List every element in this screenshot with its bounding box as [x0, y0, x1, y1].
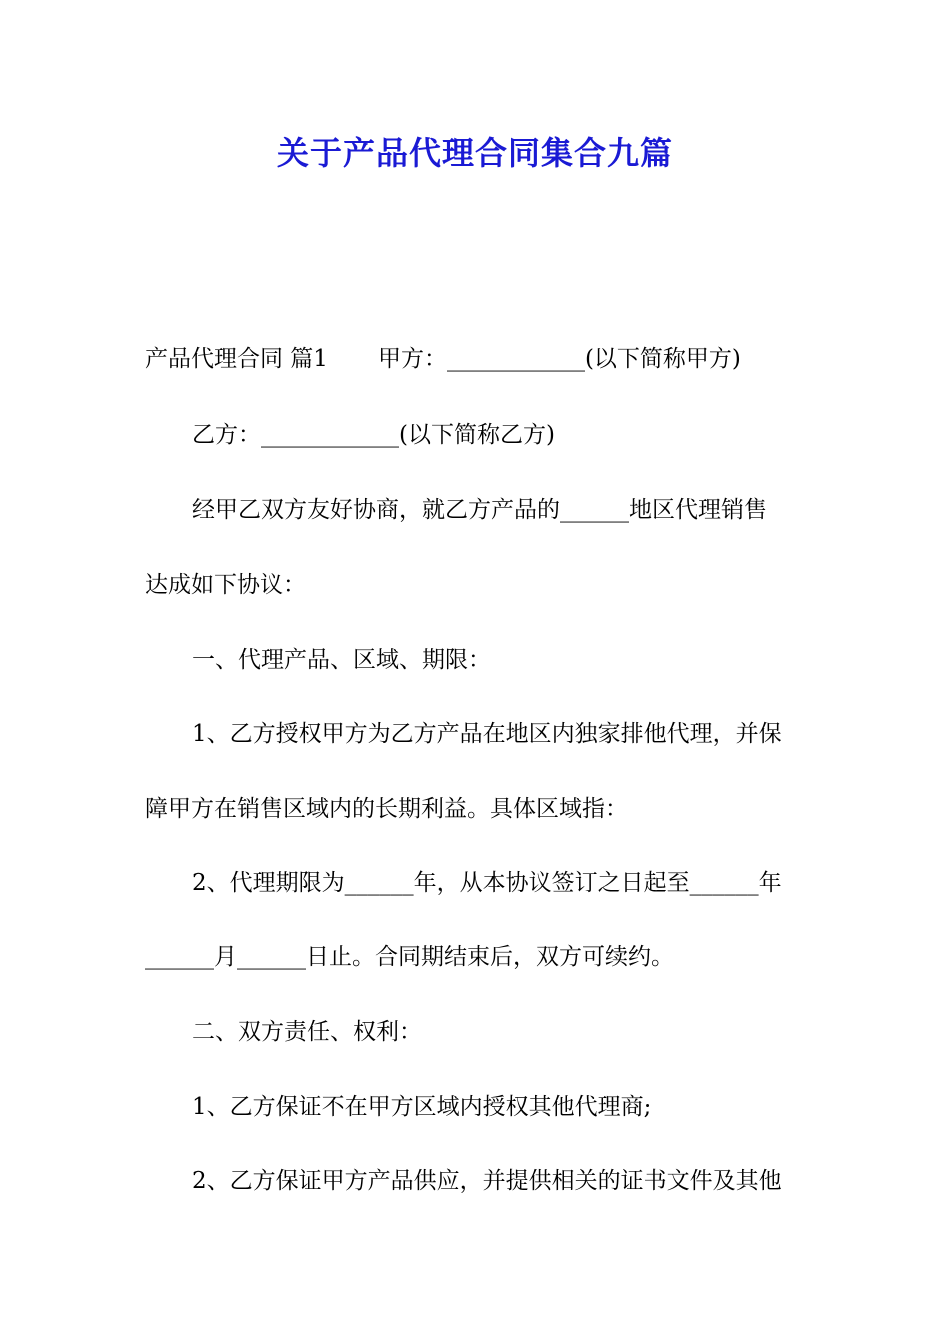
paragraph-line-6: 1、乙方授权甲方为乙方产品在地区内独家排他代理，并保: [192, 721, 782, 747]
paragraph-line-7: 障甲方在销售区域内的长期利益。具体区域指：: [145, 796, 628, 822]
paragraph-line-12: 2、乙方保证甲方产品供应，并提供相关的证书文件及其他: [192, 1168, 782, 1194]
section-heading-1: 一、代理产品、区域、期限：: [192, 647, 491, 673]
paragraph-line-3: 经甲乙双方友好协商，就乙方产品的______地区代理销售: [192, 497, 767, 523]
party-a-field: 甲方：____________(以下简称甲方): [377, 346, 741, 372]
contract-heading: 产品代理合同 篇1: [145, 346, 328, 372]
paragraph-line-8: 2、代理期限为______年，从本协议签订之日起至______年: [192, 870, 782, 896]
party-b-line: 乙方：____________(以下简称乙方): [192, 422, 555, 448]
section-heading-2: 二、双方责任、权利：: [192, 1019, 422, 1045]
paragraph-line-9: ______月______日止。合同期结束后，双方可续约。: [145, 944, 674, 970]
paragraph-line-11: 1、乙方保证不在甲方区域内授权其他代理商;: [192, 1094, 652, 1120]
paragraph-line-4: 达成如下协议：: [145, 572, 306, 598]
paragraph-line-1: [145, 343, 815, 375]
document-title: 关于产品代理合同集合九篇: [276, 134, 673, 172]
